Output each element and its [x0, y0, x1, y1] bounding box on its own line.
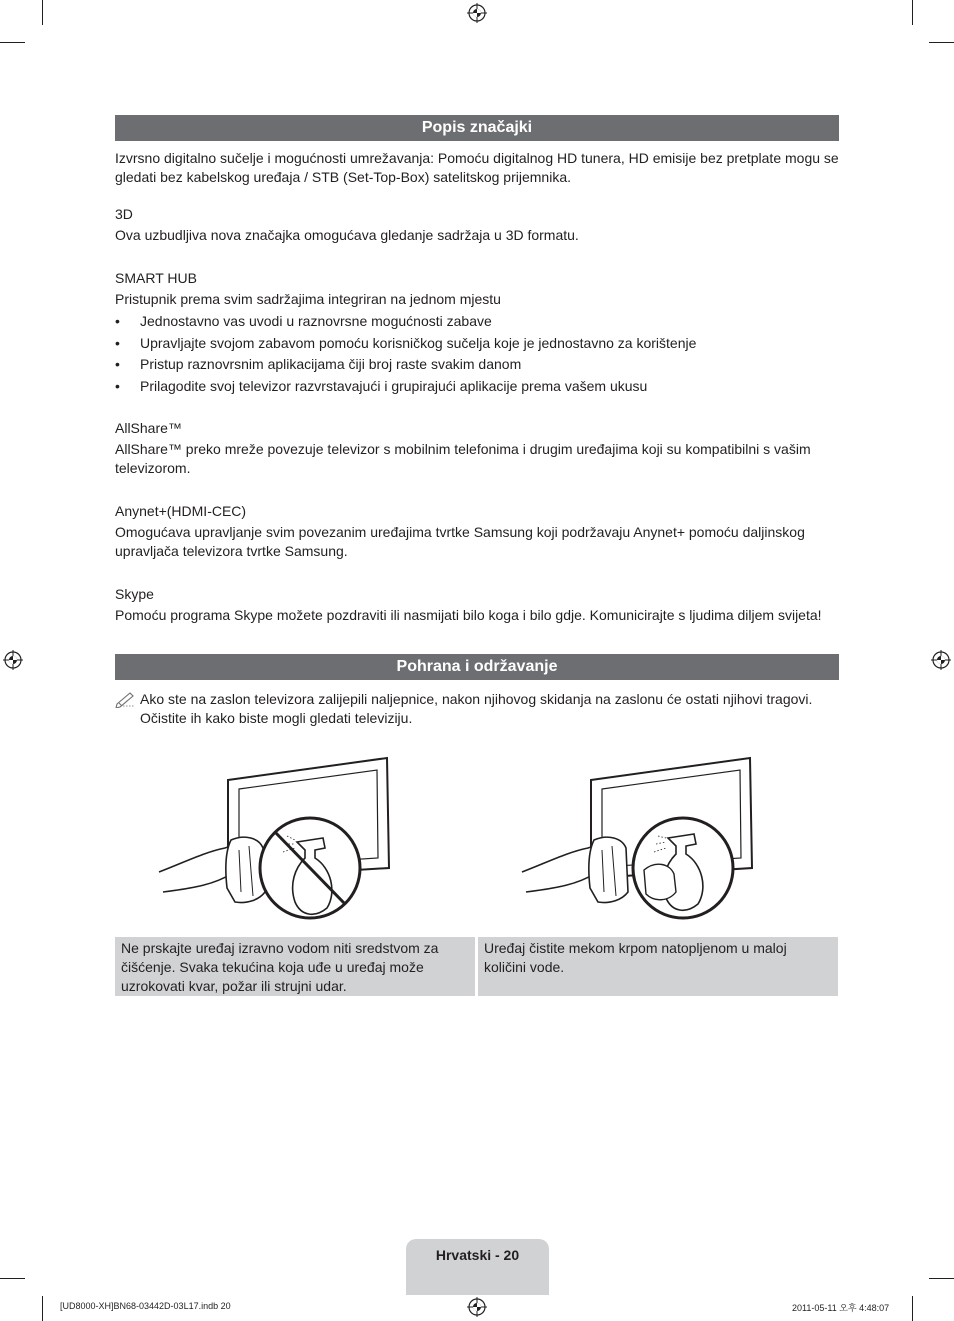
list-item: • Jednostavno vas uvodi u raznovrsne mogućnosti zabave — [115, 311, 839, 333]
crop-mark — [0, 1278, 25, 1279]
feature-text-anynet: Omogućava upravljanje svim povezanim uređajima tvrtke Samsung koji podržavaju Anynet+ pomoću daljinskog upravljača televizora tvrtke Samsung. — [115, 524, 805, 559]
caption-no-spray — [115, 937, 475, 996]
page-label: Hrvatski - 20 — [435, 1247, 520, 1263]
registration-mark-icon — [3, 650, 23, 670]
spray-on-cloth-circle-icon — [633, 818, 733, 918]
registration-mark-icon — [467, 1297, 487, 1317]
list-item: • Pristup raznovrsnim aplikacijama čiji broj raste svakim danom — [115, 354, 839, 376]
crop-mark — [912, 1296, 913, 1321]
feature-text-allshare: AllShare™ preko mreže povezuje televizor s mobilnim telefonima i drugim uređajima koji su kompatibilni s vašim televizorom. — [115, 441, 811, 476]
caption-no-spray-text: Ne prskajte uređaj izravno vodom niti sredstvom za čišćenje. Svaka tekućina koja uđe u uređaj može uzrokovati kvar, požar ili strujni udar. — [121, 940, 439, 994]
smart-hub-bullet-list — [115, 311, 839, 397]
section-title-features: Popis značajki — [115, 115, 839, 141]
crop-mark — [929, 42, 954, 43]
storage-note — [115, 690, 839, 728]
list-item: • Prilagodite svoj televizor razvrstavajući i grupirajući aplikacije prema vašem ukusu — [115, 376, 839, 398]
illustration-no-spray — [155, 752, 395, 924]
feature-heading-smart-hub: SMART HUB — [115, 270, 197, 286]
crop-mark — [912, 0, 913, 25]
registration-mark-icon — [467, 3, 487, 23]
feature-text-smart-hub: Pristupnik prema svim sadržajima integriran na jednom mjestu — [115, 291, 501, 307]
caption-clean-with-cloth — [478, 937, 838, 996]
print-slug-file: [UD8000-XH]BN68-03442D-03L17.indb 20 — [60, 1301, 231, 1311]
print-slug-timestamp: 2011-05-11 오후 4:48:07 — [792, 1303, 890, 1313]
feature-text-3d: Ova uzbudljiva nova značajka omogućava gledanje sadržaja u 3D formatu. — [115, 227, 579, 243]
features-intro: Izvrsno digitalno sučelje i mogućnosti umrežavanja: Pomoću digitalnog HD tunera, HD emisije bez pretplate mogu se gledati bez kabelskog uređaja / STB (Set-Top-Box) satelitskog prijemnika. — [115, 150, 839, 185]
illustration-clean-with-cloth — [518, 752, 758, 924]
page-number-tab — [406, 1239, 549, 1295]
prohibition-icon — [260, 818, 360, 918]
pencil-note-icon — [115, 690, 137, 708]
feature-heading-skype: Skype — [115, 586, 154, 602]
crop-mark — [42, 0, 43, 25]
storage-note-text: Ako ste na zaslon televizora zalijepili naljepnice, nakon njihovog skidanja na zaslonu će ostati njihovi tragovi. Očistite ih kako biste mogli gledati televiziju. — [140, 691, 813, 726]
registration-mark-icon — [931, 650, 951, 670]
features-content — [115, 149, 839, 625]
crop-mark — [42, 1296, 43, 1321]
section-title-storage: Pohrana i održavanje — [115, 654, 839, 680]
list-item: • Upravljajte svojom zabavom pomoću korisničkog sučelja koje je jednostavno za korištenje — [115, 333, 839, 355]
feature-heading-anynet: Anynet+(HDMI-CEC) — [115, 503, 247, 519]
crop-mark — [0, 42, 25, 43]
crop-mark — [929, 1278, 954, 1279]
hand-with-cloth-icon — [522, 837, 628, 902]
caption-clean-with-cloth-text: Uređaj čistite mekom krpom natopljenom u maloj količini vode. — [484, 940, 787, 975]
feature-heading-3d: 3D — [115, 206, 133, 222]
feature-heading-allshare: AllShare™ — [115, 420, 182, 436]
hand-with-cloth-icon — [159, 837, 265, 902]
feature-text-skype: Pomoću programa Skype možete pozdraviti ili nasmijati bilo koga i bilo gdje. Komunicirajte s ljudima diljem svijeta! — [115, 607, 822, 623]
cloth-icon — [644, 864, 676, 900]
